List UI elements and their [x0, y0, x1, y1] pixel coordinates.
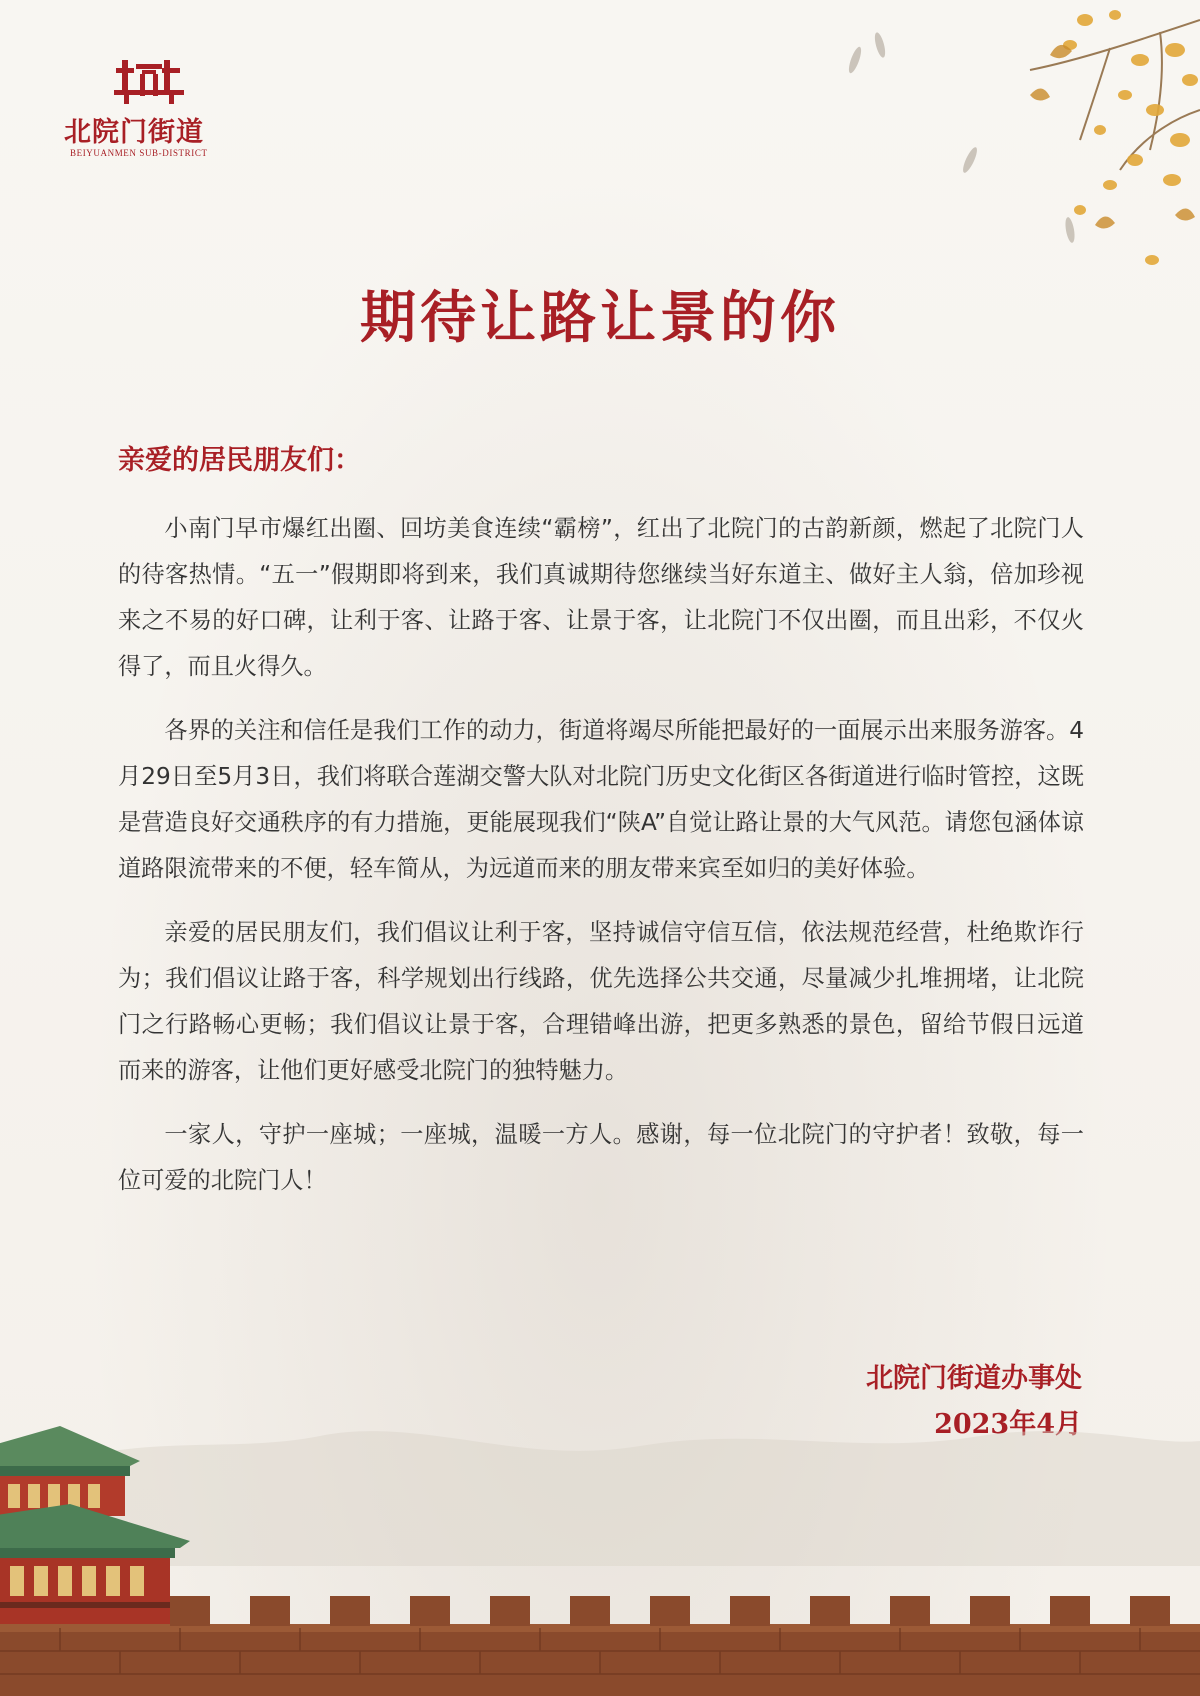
signature-org: 北院门街道办事处: [866, 1363, 1082, 1394]
paragraph: 小南门早市爆红出圈、回坊美食连续“霸榜”，红出了北院门的古韵新颜，燃起了北院门人的待客热情。“五一”假期即将到来，我们真诚期待您继续当好东道主、做好主人翁，倍加珍视来之不易的好口碑，让利于客、让路于客、让景于客，让北院门不仅出圈，而且出彩，不仅火得了，而且火得久。: [118, 515, 1084, 680]
salutation: 亲爱的居民朋友们：: [118, 445, 361, 476]
paragraph: 各界的关注和信任是我们工作的动力，街道将竭尽所能把最好的一面展示出来服务游客。4月29日至5月3日，我们将联合莲湖交警大队对北院门历史文化街区各街道进行临时管控，这既是营造良好交通秩序的有力措施，更能展现我们“陕A”自觉让路让景的大气风范。请您包涵体谅道路限流带来的不便，轻车简从，为远道而来的朋友带来宾至如归的美好体验。: [118, 717, 1084, 882]
city-wall-illustration: [0, 1596, 1200, 1696]
ginkgo-branch-decoration: [780, 0, 1200, 290]
gate-emblem-icon: [114, 60, 184, 104]
letter-title: 期待让路让景的你: [360, 285, 840, 351]
logo-name: 北院门街道: [64, 117, 204, 148]
letter-body: [118, 506, 1084, 1222]
city-scene-illustration: [0, 1366, 1200, 1696]
logo-subtitle: BEIYUANMEN SUB-DISTRICT: [70, 148, 208, 158]
signature-date: 2023年4月: [934, 1409, 1082, 1440]
paragraph: 亲爱的居民朋友们，我们倡议让利于客，坚持诚信守信互信，依法规范经营，杜绝欺诈行为；我们倡议让路于客，科学规划出行线路，优先选择公共交通，尽量减少扎堆拥堵，让北院门之行路畅心更畅；我们倡议让景于客，合理错峰出游，把更多熟悉的景色，留给节假日远道而来的游客，让他们更好感受北院门的独特魅力。: [118, 919, 1084, 1084]
paragraph: 一家人，守护一座城；一座城，温暖一方人。感谢，每一位北院门的守护者！致敬，每一位可爱的北院门人！: [118, 1121, 1084, 1194]
district-logo: [64, 60, 244, 170]
